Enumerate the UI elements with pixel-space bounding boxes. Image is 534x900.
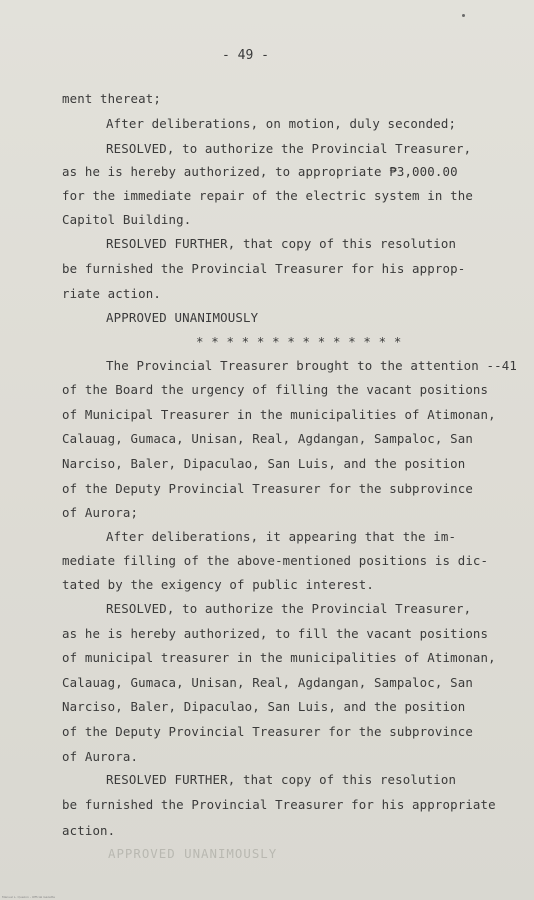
text-line: of Municipal Treasurer in the municipalities of Atimonan, <box>62 407 496 422</box>
text-line: of municipal treasurer in the municipalities of Atimonan, <box>62 650 496 665</box>
text-line: of the Board the urgency of filling the vacant positions <box>62 382 489 397</box>
text-line: After deliberations, on motion, duly seconded; <box>106 116 457 131</box>
text-line: The Provincial Treasurer brought to the attention --41 <box>106 358 517 373</box>
text-line: of the Deputy Provincial Treasurer for the subprovince <box>62 724 473 739</box>
text-line: Capitol Building. <box>62 212 192 227</box>
text-line: of the Deputy Provincial Treasurer for the subprovince <box>62 481 473 496</box>
separator-asterisks: * * * * * * * * * * * * * * <box>196 334 402 349</box>
text-line: RESOLVED, to authorize the Provincial Treasurer, <box>106 601 472 616</box>
page-number: - 49 - <box>222 48 269 63</box>
text-line: tated by the exigency of public interest. <box>62 577 375 592</box>
text-line: Calauag, Gumaca, Unisan, Real, Agdangan, Sampaloc, San <box>62 431 473 446</box>
text-line: RESOLVED, to authorize the Provincial Treasurer, <box>106 141 472 156</box>
scan-footer: Manuel L. Quezon - Official Gazette <box>2 895 56 899</box>
text-line: Calauag, Gumaca, Unisan, Real, Agdangan, Sampaloc, San <box>62 675 473 690</box>
text-line: mediate filling of the above-mentioned positions is dic- <box>62 553 489 568</box>
approval-line-faded: APPROVED UNANIMOUSLY <box>108 846 278 861</box>
text-line: Narciso, Baler, Dipaculao, San Luis, and the position <box>62 699 466 714</box>
text-line: action. <box>62 823 116 838</box>
approval-line: APPROVED UNANIMOUSLY <box>106 310 259 325</box>
ink-speck <box>462 14 465 17</box>
text-line: for the immediate repair of the electric system in the <box>62 188 473 203</box>
text-line: be furnished the Provincial Treasurer for his appropriate <box>62 797 496 812</box>
text-line: be furnished the Provincial Treasurer for his approp- <box>62 261 466 276</box>
text-line: as he is hereby authorized, to appropriate ₱3,000.00 <box>62 164 458 179</box>
text-line: ment thereat; <box>62 91 161 106</box>
text-line: RESOLVED FURTHER, that copy of this resolution <box>106 772 457 787</box>
text-line: Narciso, Baler, Dipaculao, San Luis, and the position <box>62 456 466 471</box>
text-line: riate action. <box>62 286 161 301</box>
text-line: After deliberations, it appearing that the im- <box>106 529 457 544</box>
text-line: RESOLVED FURTHER, that copy of this resolution <box>106 236 457 251</box>
text-line: of Aurora. <box>62 749 139 764</box>
text-line: of Aurora; <box>62 505 139 520</box>
text-line: as he is hereby authorized, to fill the vacant positions <box>62 626 489 641</box>
